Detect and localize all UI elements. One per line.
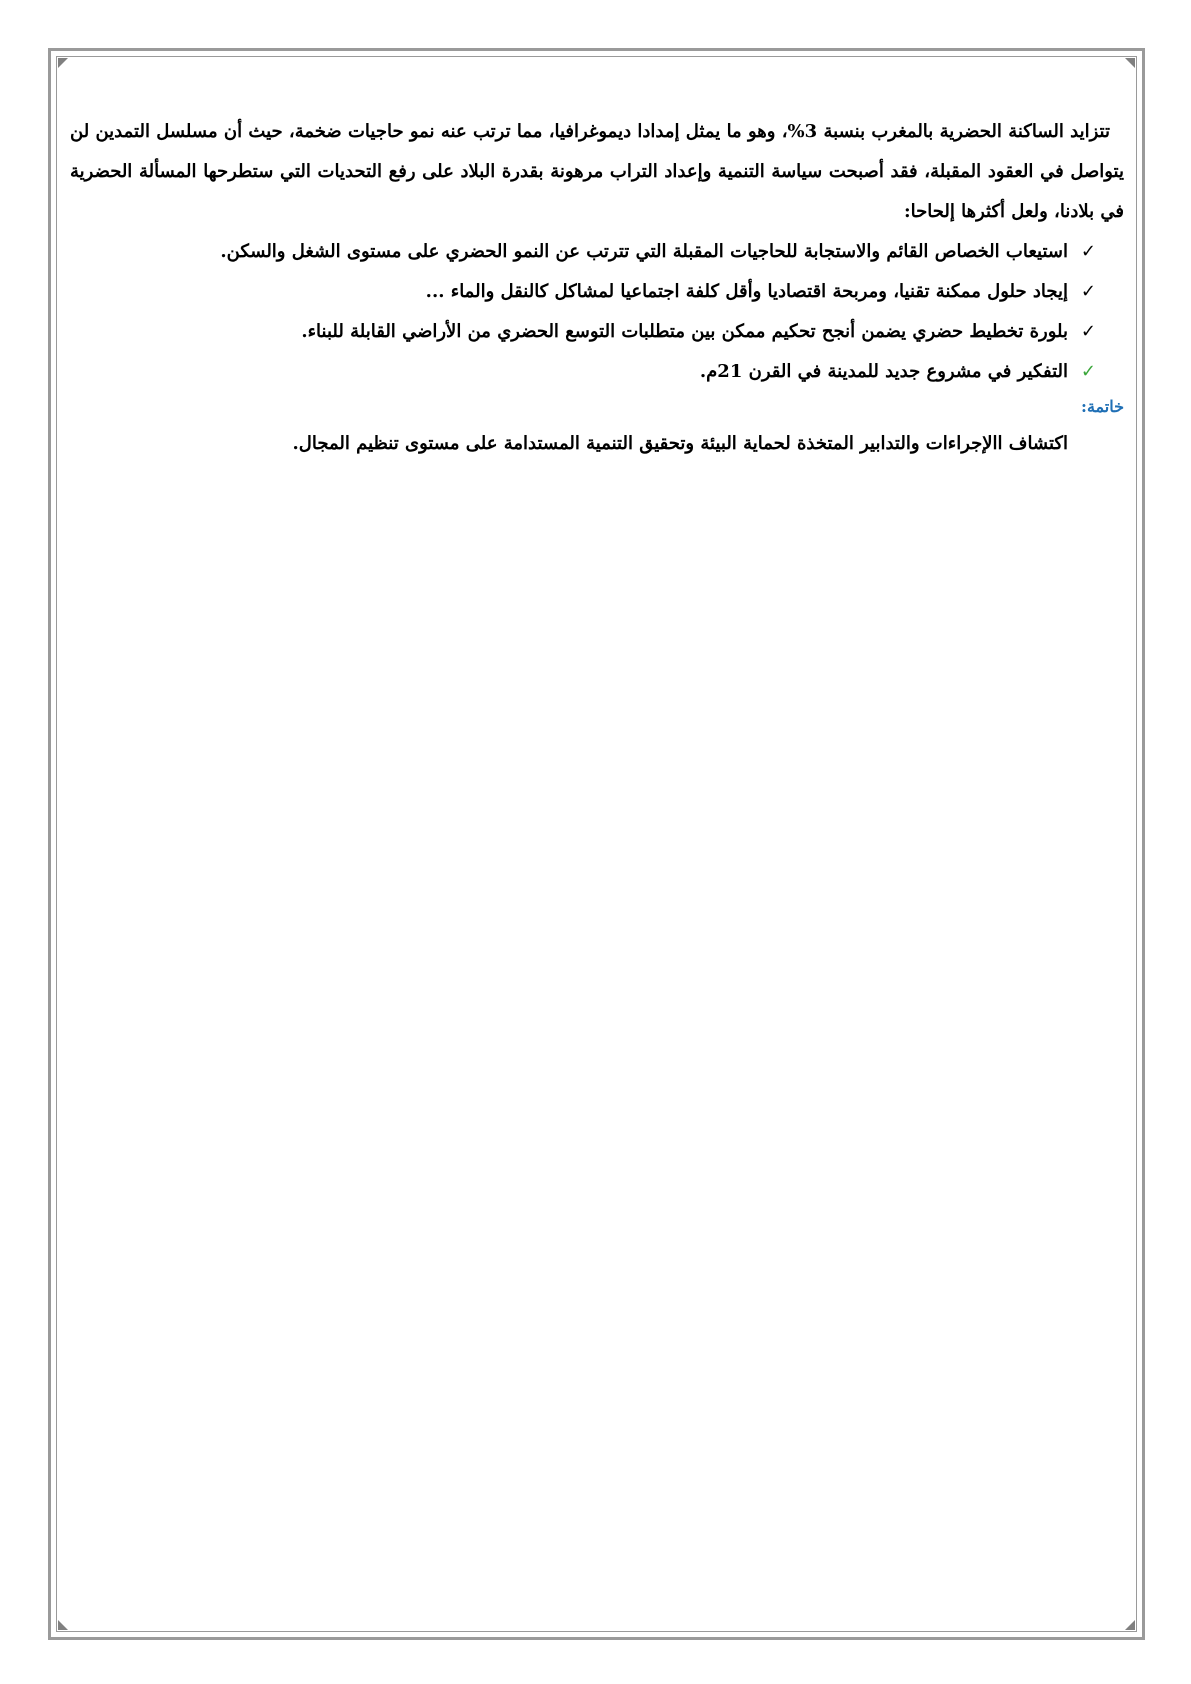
- intro-paragraph: تتزايد الساكنة الحضرية بالمغرب بنسبة 3%، وهو ما يمثل إمدادا ديموغرافيا، مما ترتب عنه نمو حاجيات ضخمة، حيث أن مسلسل التمدين لن يتواصل في العقود المقبلة، فقد أصبحت سياسة التنمية وإعداد التراب مرهونة بقدرة البلاد على رفع التحديات التي ستطرحها المسألة الحضرية في بلادنا، ولعل أكثرها إلحاحا:: [70, 121, 1124, 222]
- checklist-item: [70, 352, 1096, 392]
- document-body: [70, 112, 1124, 466]
- corner-ornament-top-right: [1125, 58, 1135, 68]
- check-icon: ✓: [1080, 281, 1096, 302]
- corner-ornament-bottom-left: [58, 1620, 68, 1630]
- conclusion-heading: خاتمة:: [1081, 397, 1124, 416]
- check-icon: ✓: [1080, 321, 1096, 342]
- checklist-item: [70, 232, 1096, 272]
- checklist-item-text: بلورة تخطيط حضري يضمن أنجح تحكيم ممكن بين متطلبات التوسع الحضري من الأراضي القابلة للبناء.: [301, 321, 1068, 342]
- checklist-item-text: التفكير في مشروع جديد للمدينة في القرن 21م.: [699, 361, 1068, 382]
- checklist-item: [70, 272, 1096, 312]
- checklist-item-text: استيعاب الخصاص القائم والاستجابة للحاجيات المقبلة التي تترتب عن النمو الحضري على مستوى الشغل والسكن.: [220, 241, 1068, 262]
- corner-ornament-top-left: [58, 58, 68, 68]
- conclusion-text: اكتشاف االإجراءات والتدابير المتخذة لحماية البيئة وتحقيق التنمية المستدامة على مستوى تنظيم المجال.: [292, 433, 1068, 454]
- check-icon: ✓: [1080, 241, 1096, 262]
- checklist-item-text: إيجاد حلول ممكنة تقنيا، ومربحة اقتصاديا وأقل كلفة اجتماعيا لمشاكل كالنقل والماء ...: [425, 281, 1068, 302]
- checklist-item: [70, 312, 1096, 352]
- check-icon: ✓: [1080, 361, 1096, 382]
- corner-ornament-bottom-right: [1125, 1620, 1135, 1630]
- challenges-checklist: [70, 232, 1124, 392]
